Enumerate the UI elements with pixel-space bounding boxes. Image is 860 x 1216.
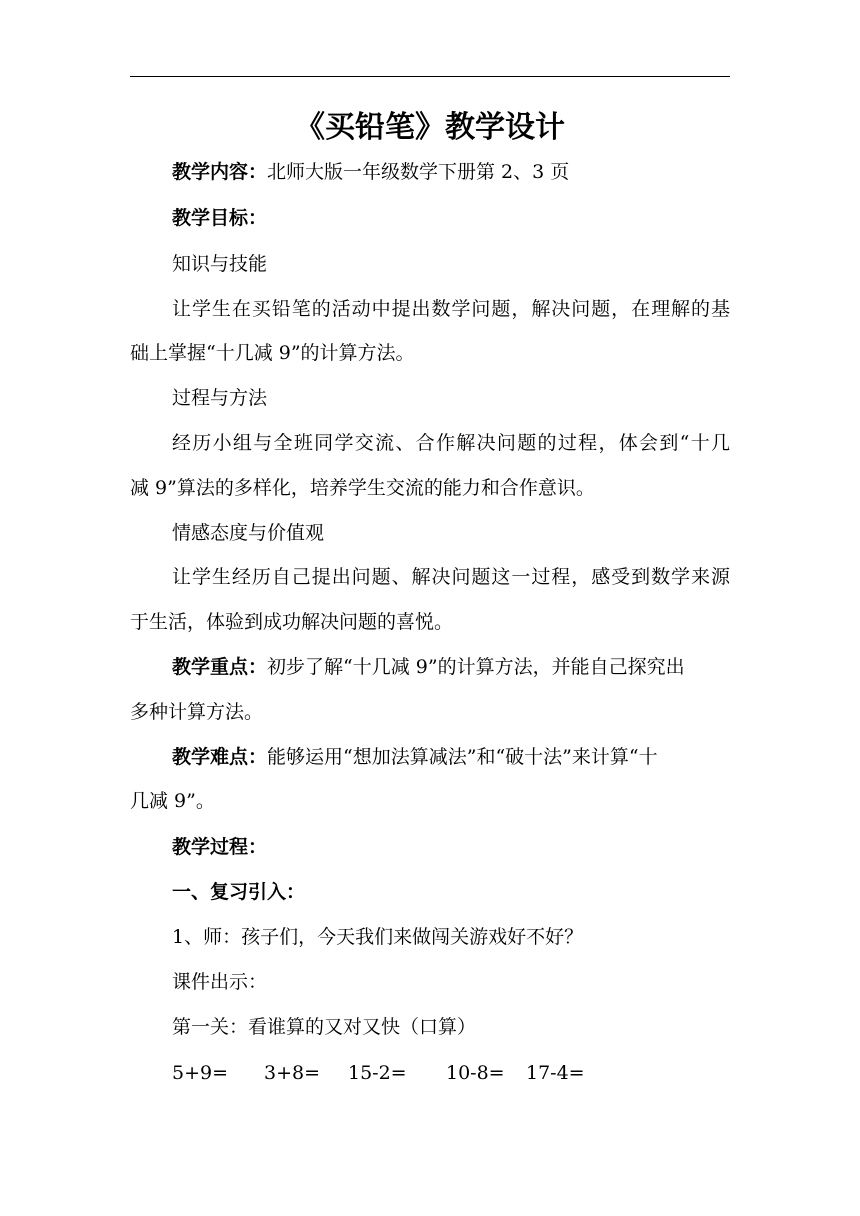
process-line-1: 经历小组与全班同学交流、合作解决问题的过程，体会到“十几 [172,432,730,454]
emotion-line-1: 让学生经历自己提出问题、解决问题这一过程，感受到数学来源 [172,566,730,588]
key-point-line-1: 初步了解“十几减 9”的计算方法，并能自己探究出 [267,656,685,678]
document-title: 《买铅笔》教学设计 [295,110,565,145]
header-rule [130,76,730,77]
goals-label: 教学目标： [172,207,268,229]
difficulty-line-2: 几减 9”。 [130,790,215,812]
difficulty-line-1: 能够运用“想加法算减法”和“破十法”来计算“十 [267,746,658,768]
knowledge-heading: 知识与技能 [172,253,268,275]
equation-item: 5+9= [172,1062,229,1084]
knowledge-line-1: 让学生在买铅笔的活动中提出数学问题，解决问题，在理解的基 [172,298,730,320]
difficulty-label: 教学难点： [172,746,268,768]
section-review-intro: 一、复习引入： [172,881,306,903]
process-label: 教学过程： [172,836,268,858]
teaching-content-text: 北师大版一年级数学下册第 2、3 页 [267,161,570,183]
courseware-label: 课件出示： [172,971,268,993]
difficulty [130,745,730,769]
key-point [130,655,730,679]
level-1: 第一关：看谁算的又对又快（口算） [172,1016,477,1038]
key-point-label: 教学重点： [172,656,268,678]
emotion-heading: 情感态度与价值观 [172,522,325,544]
step-1: 1、师：孩子们，今天我们来做闯关游戏好不好？ [172,926,584,948]
equation-item: 10-8= [446,1062,505,1084]
equation-item: 3+8= [264,1062,321,1084]
emotion-line-2: 于生活，体验到成功解决问题的喜悦。 [130,611,454,633]
process-line-2: 减 9”算法的多样化，培养学生交流的能力和合作意识。 [130,477,595,499]
knowledge-line-2: 础上掌握“十几减 9”的计算方法。 [130,342,415,364]
equation-item: 17-4= [526,1062,585,1084]
key-point-line-2: 多种计算方法。 [130,701,264,723]
process-heading: 过程与方法 [172,387,268,409]
teaching-content-label: 教学内容： [172,161,268,183]
teaching-content [130,160,730,184]
equation-item: 15-2= [348,1062,407,1084]
